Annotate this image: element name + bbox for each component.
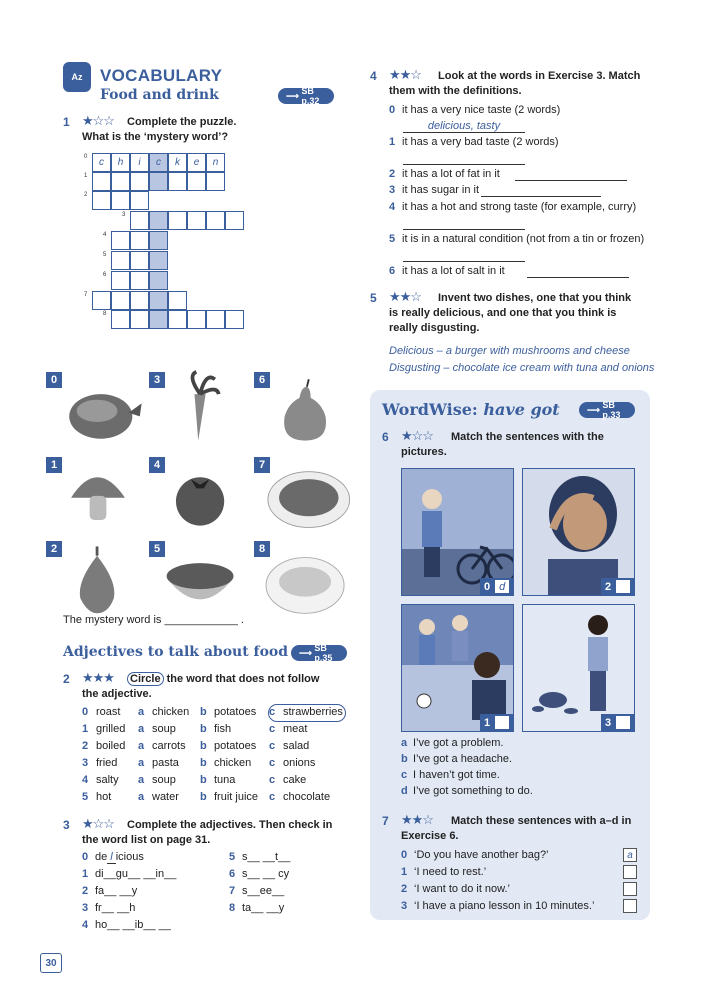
boy-with-bike-icon (402, 469, 514, 596)
answer-line[interactable] (403, 229, 525, 230)
girl-headache-icon (523, 469, 635, 596)
option-word: grilled (96, 723, 126, 735)
crossword-cell[interactable]: h (111, 153, 130, 172)
scene-answer-box[interactable]: d (495, 580, 509, 593)
item-number: 2 (82, 885, 89, 897)
definition-row (389, 265, 649, 277)
answer-line[interactable]: delicious, tasty (403, 120, 525, 133)
definition-row (389, 184, 649, 196)
crossword-row-number: 6 (103, 272, 107, 278)
definition-text: it has a lot of fat in it (402, 168, 500, 180)
option-word[interactable]: soup (152, 774, 176, 786)
word-completion-row (82, 868, 176, 880)
exercise-1-instruction: Complete the puzzle. (127, 116, 237, 128)
quote-text: ‘Do you have another bag?’ (414, 849, 549, 861)
scene-label (480, 714, 514, 731)
scene-answer-box[interactable] (616, 580, 630, 593)
word-gaps[interactable]: fr__ __h (95, 902, 136, 914)
item-number: 3 (82, 902, 89, 914)
word-gaps[interactable]: di__gu__ __in__ (95, 868, 177, 880)
food-picture-pasta (262, 455, 350, 533)
option-letter: b (200, 723, 207, 735)
item-number: 8 (229, 902, 236, 914)
word-gaps[interactable]: ho__ __ib__ __ (95, 919, 171, 931)
exercise-2-instruction-2: the adjective. (82, 688, 152, 700)
adjective-row (82, 757, 352, 772)
wordwise-title (382, 400, 560, 419)
wordwise-title-italic: have got (483, 400, 560, 419)
crossword-row-number: 2 (84, 192, 88, 198)
crossword-cell[interactable] (130, 310, 149, 329)
option-word[interactable]: onions (283, 757, 316, 769)
option-letter: a (138, 791, 145, 803)
definition-text: it has sugar in it (402, 184, 480, 196)
option-word[interactable]: chicken (152, 706, 190, 718)
crossword-cell[interactable] (130, 231, 149, 250)
difficulty-stars: ★★☆ (389, 289, 421, 304)
exercise-2-number: 2 (63, 672, 70, 686)
example-answer-2: Disgusting – chocolate ice cream with tuna and onions (389, 362, 655, 374)
option-letter: b (200, 740, 207, 752)
item-number: 5 (389, 233, 396, 245)
definition-row (389, 201, 649, 213)
word-part: de (95, 851, 108, 863)
crossword-cell[interactable]: c (149, 153, 168, 172)
definition-text: it has a hot and strong taste (for example, curry) (402, 201, 637, 213)
difficulty-stars: ★☆☆ (82, 113, 114, 128)
difficulty-stars: ★★★ (82, 670, 114, 685)
scene-boy-with-bike (401, 468, 514, 596)
circle-word: Circle (127, 672, 164, 686)
picture-number: 8 (254, 541, 270, 557)
difficulty-stars: ★☆☆ (82, 816, 114, 831)
option-word: hot (96, 791, 112, 803)
food-picture-mushroom (54, 455, 142, 533)
option-word[interactable]: strawberries (283, 706, 343, 718)
option-word[interactable]: fruit juice (214, 791, 259, 803)
option-letter: c (269, 774, 276, 786)
picture-number: 4 (149, 457, 165, 473)
crossword-cell[interactable] (111, 251, 130, 270)
option-word[interactable]: soup (152, 723, 176, 735)
exercise-3-number: 3 (63, 818, 70, 832)
crossword-row-number: 3 (122, 212, 126, 218)
definition-text: it has a very bad taste (2 words) (402, 136, 559, 148)
exercise-2-instruction (127, 672, 319, 687)
exercise-6-instruction: Match the sentences with the (451, 431, 604, 443)
exercise-5-number: 5 (370, 291, 377, 305)
exercise-7-instruction: Match these sentences with a–d in (451, 815, 632, 827)
item-number: 1 (82, 868, 89, 880)
scene-number: 1 (484, 716, 491, 729)
item-number: 2 (82, 740, 89, 752)
option-word[interactable]: salad (283, 740, 310, 752)
option-word[interactable]: potatoes (214, 740, 257, 752)
crossword-row-number: 8 (103, 311, 107, 317)
option-letter: c (269, 757, 276, 769)
item-number: 0 (401, 849, 408, 861)
word-completion-row (82, 902, 135, 914)
rice-icon (262, 539, 350, 617)
crossword-cell[interactable] (111, 172, 130, 191)
scene-answer-box[interactable] (616, 716, 630, 729)
food-picture-pear (262, 370, 350, 448)
option-letter: c (269, 740, 276, 752)
definition-row (389, 136, 649, 148)
definition-row (389, 104, 649, 116)
crossword-row-number: 5 (103, 252, 107, 258)
exercise-3-instruction-2: the word list on page 31. (82, 834, 211, 846)
adjective-row (82, 791, 352, 806)
difficulty-stars: ★★☆ (401, 812, 433, 827)
picture-number: 2 (46, 541, 62, 557)
item-number: 4 (82, 774, 89, 786)
answer-box[interactable] (623, 865, 637, 879)
word-completion-row (82, 851, 144, 863)
scene-number: 2 (605, 580, 612, 593)
section-title: VOCABULARY (100, 66, 223, 85)
crossword-cell[interactable] (130, 271, 149, 290)
option-letter: b (200, 774, 207, 786)
sentence-row (401, 737, 504, 749)
adjective-row (82, 723, 352, 738)
adjectives-heading: Adjectives to talk about food (63, 644, 289, 660)
sentence-letter: b (401, 753, 408, 765)
crossword-row-number: 7 (84, 292, 88, 298)
scene-label (601, 578, 635, 595)
salad-icon (157, 539, 245, 617)
crossword-cell[interactable]: c (92, 153, 111, 172)
quote-row (401, 883, 510, 895)
item-number: 2 (389, 168, 396, 180)
crossword-cell[interactable]: n (206, 153, 225, 172)
sb-reference-pill[interactable]: ⟶ SB p.35 (291, 645, 347, 661)
crossword-cell[interactable] (225, 310, 244, 329)
scene-number: 0 (484, 580, 491, 593)
answer-box[interactable] (623, 882, 637, 896)
sentence-text: I’ve got a headache. (413, 753, 513, 765)
carrot-icon (157, 370, 245, 448)
exercise-3-instruction: Complete the adjectives. Then check in (127, 819, 333, 831)
crossword-cell[interactable] (111, 231, 130, 250)
item-number: 4 (82, 919, 89, 931)
crossword-cell[interactable] (187, 310, 206, 329)
mushroom-icon (54, 455, 142, 533)
scene-label (601, 714, 635, 731)
difficulty-stars: ★☆☆ (401, 428, 433, 443)
adjective-row (82, 774, 352, 789)
item-number: 5 (82, 791, 89, 803)
quote-text: ‘I have a piano lesson in 10 minutes.’ (414, 900, 595, 912)
food-picture-tomato (157, 455, 245, 533)
option-word[interactable]: water (152, 791, 179, 803)
item-number: 6 (389, 265, 396, 277)
option-word[interactable]: cake (283, 774, 307, 786)
word-completion-row (82, 919, 171, 931)
tomato-icon (157, 455, 245, 533)
crossword-cell[interactable] (130, 191, 149, 210)
section-subtitle: Food and drink (100, 87, 219, 103)
item-number: 6 (229, 868, 236, 880)
quote-row (401, 866, 486, 878)
picture-number: 0 (46, 372, 62, 388)
crossword-cell[interactable] (111, 291, 130, 310)
option-letter: a (138, 740, 145, 752)
option-letter: c (269, 723, 276, 735)
word-completion-row (229, 885, 284, 897)
option-word[interactable]: chocolate (283, 791, 331, 803)
quote-row (401, 900, 594, 912)
crossword-cell[interactable] (130, 251, 149, 270)
definition-text: it has a lot of salt in it (402, 265, 505, 277)
scene-label (480, 578, 514, 595)
option-word[interactable]: meat (283, 723, 308, 735)
picture-number: 6 (254, 372, 270, 388)
sentence-letter: d (401, 785, 408, 797)
picture-number: 5 (149, 541, 165, 557)
crossword-cell[interactable]: i (130, 153, 149, 172)
crossword-cell[interactable] (168, 291, 187, 310)
wordwise-title-prefix: WordWise: (382, 400, 484, 419)
sentence-row (401, 785, 533, 797)
option-letter: c (269, 791, 276, 803)
word-part: icious (115, 851, 144, 863)
exercise-5-instruction-3: really disgusting. (389, 322, 480, 334)
option-letter: a (138, 706, 145, 718)
food-picture-rice (262, 539, 350, 617)
option-letter: b (200, 706, 207, 718)
crossword-cell[interactable] (168, 211, 187, 230)
crossword-cell[interactable] (130, 291, 149, 310)
item-number: 0 (82, 706, 89, 718)
crossword-cell[interactable]: k (168, 153, 187, 172)
quote-row (401, 849, 549, 861)
item-number: 1 (401, 866, 408, 878)
item-number: 3 (389, 184, 396, 196)
definition-row (389, 168, 649, 180)
crossword-cell[interactable] (111, 191, 130, 210)
crossword-cell[interactable] (92, 191, 111, 210)
word-gaps[interactable]: s__ __ cy (242, 868, 290, 880)
vocabulary-book-icon (63, 62, 91, 92)
exercise-6-instruction-2: pictures. (401, 446, 447, 458)
sentence-row (401, 753, 512, 765)
scene-number: 3 (605, 716, 612, 729)
item-number: 1 (389, 136, 396, 148)
crossword-cell[interactable] (92, 291, 111, 310)
broken-teapot-icon (523, 605, 635, 732)
sentence-letter: a (401, 737, 408, 749)
answer-line[interactable] (515, 180, 627, 181)
crossword-cell[interactable] (206, 211, 225, 230)
crossword-cell[interactable] (206, 310, 225, 329)
page-number: 30 (40, 953, 62, 973)
exercise-4-instruction: Look at the words in Exercise 3. Match (438, 70, 641, 82)
item-number: 5 (229, 851, 236, 863)
food-picture-carrot (157, 370, 245, 448)
sb-reference-pill[interactable]: ⟶ SB p.32 (278, 88, 334, 104)
crossword-row-number: 4 (103, 232, 107, 238)
quote-text: ‘I want to do it now.’ (414, 883, 510, 895)
definition-row (389, 233, 649, 245)
crossword-row-number: 1 (84, 173, 88, 179)
item-number: 0 (82, 851, 89, 863)
food-picture-chicken (54, 370, 142, 448)
food-picture-salad (157, 539, 245, 617)
crossword-cell[interactable] (168, 310, 187, 329)
picture-number: 7 (254, 457, 270, 473)
word-completion-row (229, 902, 284, 914)
crossword-cell[interactable] (92, 172, 111, 191)
option-word: roast (96, 706, 121, 718)
crossword-cell[interactable] (187, 211, 206, 230)
item-number: 2 (401, 883, 408, 895)
word-gaps[interactable]: fa__ __y (95, 885, 138, 897)
crossword-cell[interactable] (225, 211, 244, 230)
crossword-cell[interactable] (206, 172, 225, 191)
difficulty-stars: ★★☆ (389, 67, 421, 82)
sentence-text: I haven’t got time. (413, 769, 500, 781)
onion-icon (54, 539, 142, 617)
crossword-cell[interactable] (149, 251, 168, 270)
option-word[interactable]: tuna (214, 774, 236, 786)
pear-icon (262, 370, 350, 448)
mystery-word-line: The mystery word is ____________ . (63, 614, 244, 626)
crossword-cell[interactable] (149, 310, 168, 329)
option-word: fried (96, 757, 118, 769)
option-word: boiled (96, 740, 126, 752)
scene-girl-headache (522, 468, 635, 596)
exercise-1-question: What is the ‘mystery word’? (82, 131, 229, 143)
crossword-cell[interactable] (149, 231, 168, 250)
item-number: 1 (82, 723, 89, 735)
word-completion-row (229, 868, 289, 880)
picture-number: 3 (149, 372, 165, 388)
crossword-cell[interactable] (130, 172, 149, 191)
scene-answer-box[interactable] (495, 716, 509, 729)
answer-line[interactable] (403, 164, 525, 165)
scene-broken-teapot (522, 604, 635, 732)
answer-line[interactable] (481, 196, 601, 197)
word-gaps[interactable]: s__ee__ (242, 885, 285, 897)
crossword-cell[interactable] (149, 172, 168, 191)
exercise-1-number: 1 (63, 115, 70, 129)
option-letter: b (200, 791, 207, 803)
exercise-7-instruction-2: Exercise 6. (401, 830, 459, 842)
item-number: 7 (229, 885, 236, 897)
item-number: 3 (82, 757, 89, 769)
sb-ref-text: SB p.33 (602, 400, 621, 420)
word-completion-row (229, 851, 290, 863)
answer-line[interactable] (527, 277, 629, 278)
definition-text: it has a very nice taste (2 words) (402, 104, 561, 116)
option-word[interactable]: potatoes (214, 706, 257, 718)
answer-box[interactable] (623, 899, 637, 913)
option-word[interactable]: fish (214, 723, 232, 735)
boys-football-icon (402, 605, 514, 732)
item-number: 4 (389, 201, 396, 213)
answer-box[interactable]: a (623, 848, 637, 862)
crossword-row-number: 0 (84, 154, 88, 160)
item-number: 3 (401, 900, 408, 912)
crossword-cell[interactable] (111, 271, 130, 290)
sb-reference-pill[interactable]: ⟶ SB p.33 (579, 402, 635, 418)
pasta-icon (262, 455, 350, 533)
sentence-letter: c (401, 769, 408, 781)
option-word[interactable]: carrots (152, 740, 186, 752)
word-completion-row (82, 885, 137, 897)
option-word: salty (96, 774, 119, 786)
option-letter: a (138, 723, 145, 735)
picture-number: 1 (46, 457, 62, 473)
crossword-cell[interactable] (149, 271, 168, 290)
scene-boys-football (401, 604, 514, 732)
option-word[interactable]: chicken (214, 757, 252, 769)
option-letter: b (200, 757, 207, 769)
exercise-6-number: 6 (382, 430, 389, 444)
crossword-cell[interactable]: e (187, 153, 206, 172)
circled-answer (268, 704, 346, 722)
sentence-row (401, 769, 500, 781)
crossword-cell[interactable] (130, 211, 149, 230)
crossword-cell[interactable] (149, 291, 168, 310)
example-answer-1: Delicious – a burger with mushrooms and cheese (389, 345, 630, 357)
definition-text: it is in a natural condition (not from a tin or frozen) (402, 233, 645, 245)
answer-letter[interactable]: l (107, 851, 115, 864)
exercise-7-number: 7 (382, 814, 389, 828)
exercise-5-instruction: Invent two dishes, one that you think (438, 292, 632, 304)
sb-ref-text: SB p.35 (314, 643, 333, 663)
crossword-cell[interactable] (149, 211, 168, 230)
adjective-row (82, 706, 352, 721)
quote-text: ‘I need to rest.’ (414, 866, 487, 878)
item-number: 0 (389, 104, 396, 116)
exercise-4-number: 4 (370, 69, 377, 83)
word-gaps[interactable]: ta__ __y (242, 902, 285, 914)
word-gaps[interactable]: s__ __t__ (242, 851, 291, 863)
exercise-4-instruction-2: them with the definitions. (389, 85, 522, 97)
icon-label: Az (71, 72, 83, 82)
food-picture-onion (54, 539, 142, 617)
exercise-5-instruction-2: is really delicious, and one that you think is (389, 307, 617, 319)
crossword-cell[interactable] (187, 172, 206, 191)
sentence-text: I’ve got something to do. (413, 785, 533, 797)
instruction-text: the word that does not follow (163, 673, 320, 685)
answer-line[interactable] (403, 261, 525, 262)
crossword-cell[interactable] (111, 310, 130, 329)
option-letter: a (138, 757, 145, 769)
chicken-icon (54, 370, 142, 448)
option-word[interactable]: pasta (152, 757, 179, 769)
sb-ref-text: SB p.32 (301, 86, 320, 106)
option-letter: a (138, 774, 145, 786)
adjective-row (82, 740, 352, 755)
crossword-cell[interactable] (168, 172, 187, 191)
sentence-text: I’ve got a problem. (413, 737, 504, 749)
option-letter: c (269, 706, 276, 718)
